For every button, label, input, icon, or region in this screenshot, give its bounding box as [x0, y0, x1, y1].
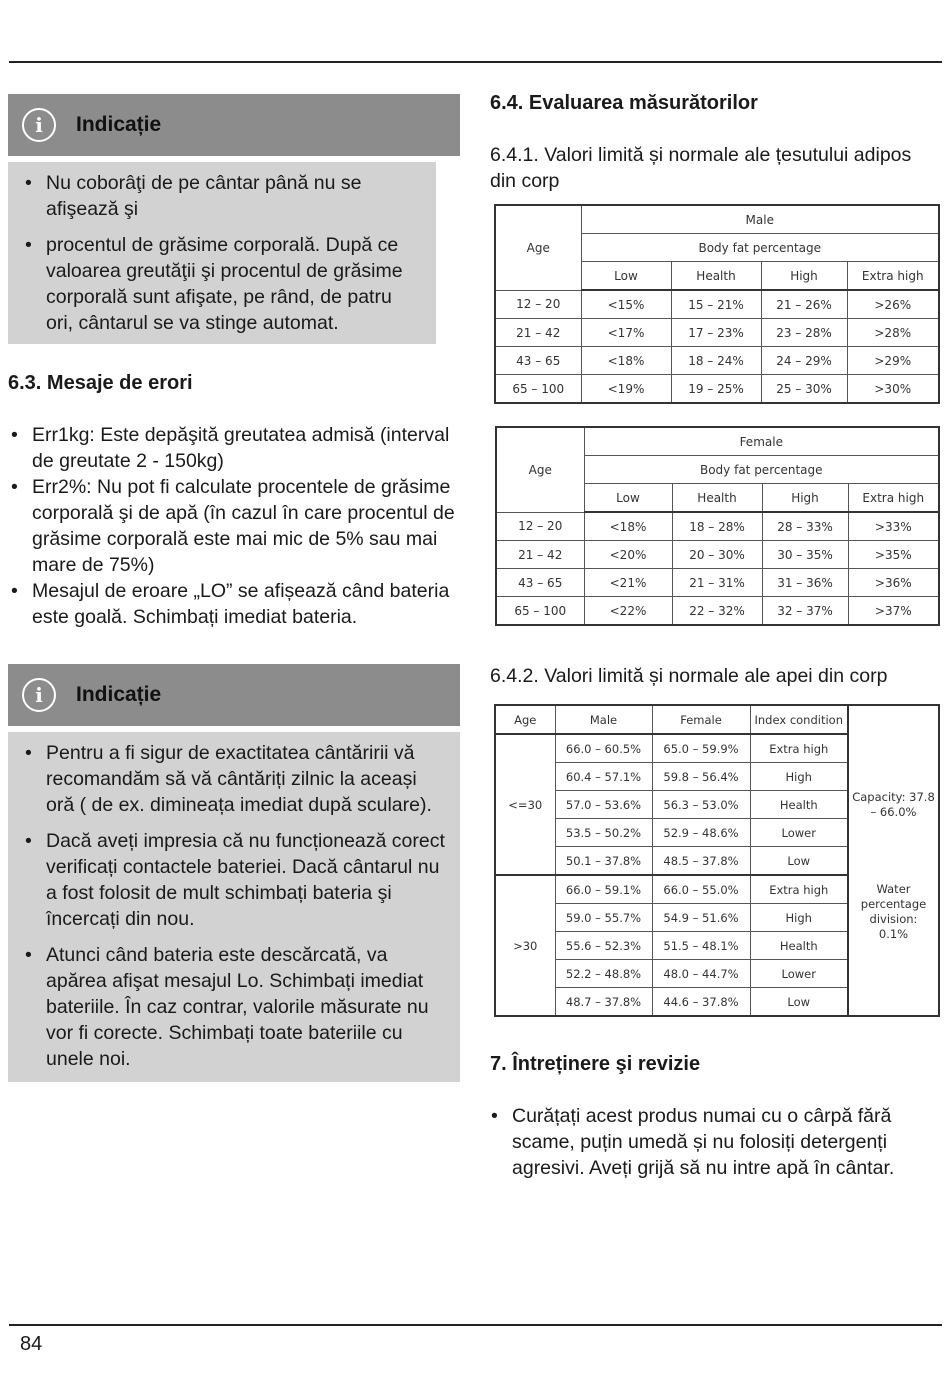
table-cell: >26% — [847, 290, 939, 319]
table-cell: Health — [750, 932, 848, 960]
male-fat-table — [494, 204, 940, 404]
table-row — [496, 541, 939, 569]
table-cell: Low — [750, 847, 848, 876]
table-cell: 53.5 – 50.2% — [555, 819, 652, 847]
top-rule — [9, 61, 942, 63]
table-cell: >35% — [848, 541, 939, 569]
list-item: • Nu coborâţi de pe cântar până nu se afişează şi — [22, 170, 422, 222]
table-header-metric: Body fat percentage — [581, 234, 939, 262]
table-cell-age: 43 – 65 — [495, 347, 581, 375]
list-item: • Err1kg: Este depăşită greutatea admisă (interval de greutate 2 - 150kg) — [8, 422, 460, 474]
table-cell: 22 – 32% — [672, 597, 762, 626]
table-cell: 51.5 – 48.1% — [652, 932, 750, 960]
list-item: • Pentru a fi sigur de exactitatea cântăririi vă recomandăm să vă cântăriți zilnic la aceași oră ( de ex. dimineața imediat după sculare). — [22, 740, 446, 818]
table-cell: 18 – 28% — [672, 512, 762, 541]
table-cell: 44.6 – 37.8% — [652, 988, 750, 1017]
table-cell: <22% — [584, 597, 672, 626]
table-cell: 24 – 29% — [761, 347, 847, 375]
table-cell: High — [750, 904, 848, 932]
column-header: High — [762, 484, 848, 513]
table-cell: 57.0 – 53.6% — [555, 791, 652, 819]
table-cell-age: 12 – 20 — [495, 290, 581, 319]
table-header-metric: Body fat percentage — [584, 456, 939, 484]
table-cell: 31 – 36% — [762, 569, 848, 597]
column-header: Low — [581, 262, 671, 291]
table-cell-age: >30 — [495, 875, 555, 1016]
table-cell-age: 21 – 42 — [495, 319, 581, 347]
table-cell: 50.1 – 37.8% — [555, 847, 652, 876]
table-cell: <18% — [581, 347, 671, 375]
water-subtitle: 6.4.2. Valori limită și normale ale apei din corp — [490, 665, 888, 687]
table-cell: 48.5 – 37.8% — [652, 847, 750, 876]
column-header: Index condition — [750, 705, 848, 734]
table-cell: >28% — [847, 319, 939, 347]
table-cell-age: 21 – 42 — [496, 541, 584, 569]
table-cell: 28 – 33% — [762, 512, 848, 541]
water-table — [494, 704, 940, 1017]
table-cell: >30% — [847, 375, 939, 404]
table-header-age: Age — [495, 205, 581, 290]
note-header — [8, 94, 460, 156]
table-cell-age: 65 – 100 — [496, 597, 584, 626]
table-cell: >36% — [848, 569, 939, 597]
table-row — [495, 319, 939, 347]
table-cell: 17 – 23% — [671, 319, 761, 347]
column-header: Health — [671, 262, 761, 291]
water-info-cell — [848, 705, 939, 1016]
column-header: Extra high — [848, 484, 939, 513]
table-header-group: Female — [584, 427, 939, 456]
column-header: Extra high — [847, 262, 939, 291]
left-column — [8, 94, 460, 1082]
note-title: Indicație — [76, 683, 162, 706]
column-header: Male — [555, 705, 652, 734]
bottom-rule — [9, 1324, 942, 1326]
info-icon: i — [22, 108, 56, 142]
section-title-errors: 6.3. Mesaje de erori — [8, 372, 193, 394]
table-cell: 54.9 – 51.6% — [652, 904, 750, 932]
table-cell: 25 – 30% — [761, 375, 847, 404]
table-cell: High — [750, 763, 848, 791]
table-cell: 48.0 – 44.7% — [652, 960, 750, 988]
note-body — [8, 162, 436, 344]
table-row — [495, 375, 939, 404]
list-item: • Dacă aveți impresia că nu funcționează corect verificați contactele bateriei. Dacă cântarul nu a fost folosit de mult schimbați bateria şi încercați din nou. — [22, 828, 446, 932]
table-cell: Low — [750, 988, 848, 1017]
table-cell: 23 – 28% — [761, 319, 847, 347]
table-cell: 60.4 – 57.1% — [555, 763, 652, 791]
column-header: Low — [584, 484, 672, 513]
table-cell: 30 – 35% — [762, 541, 848, 569]
note-title: Indicație — [76, 113, 162, 136]
table-row — [496, 512, 939, 541]
maintenance-list — [488, 1103, 908, 1181]
table-cell: <19% — [581, 375, 671, 404]
section-title-maintenance: 7. Întreținere şi revizie — [490, 1053, 701, 1075]
right-column — [490, 90, 940, 1181]
note-body — [8, 732, 460, 1082]
table-cell: Health — [750, 791, 848, 819]
table-cell: Extra high — [750, 875, 848, 904]
list-item: • Err2%: Nu pot fi calculate procentele de grăsime corporală şi de apă (în cazul în care procentul de grăsime corporală este mai mic de 5% sau mai mare de 75%) — [8, 474, 460, 578]
table-cell: 65.0 – 59.9% — [652, 734, 750, 763]
table-cell: 66.0 – 59.1% — [555, 875, 652, 904]
table-row — [495, 290, 939, 319]
table-cell: <15% — [581, 290, 671, 319]
table-cell: 66.0 – 55.0% — [652, 875, 750, 904]
page-number: 84 — [20, 1333, 43, 1355]
table-cell: 18 – 24% — [671, 347, 761, 375]
table-cell: 55.6 – 52.3% — [555, 932, 652, 960]
section-title-evaluation: 6.4. Evaluarea măsurătorilor — [490, 92, 758, 114]
female-fat-table — [495, 426, 940, 626]
table-cell: <17% — [581, 319, 671, 347]
table-cell: >37% — [848, 597, 939, 626]
note-header — [8, 664, 460, 726]
table-header-age: Age — [496, 427, 584, 512]
table-cell: 20 – 30% — [672, 541, 762, 569]
division-note: Water percentage division: 0.1% — [860, 882, 927, 941]
table-cell: Extra high — [750, 734, 848, 763]
table-cell: <21% — [584, 569, 672, 597]
table-row — [495, 347, 939, 375]
fat-subtitle: 6.4.1. Valori limită și normale ale țesutului adipos din corp — [490, 144, 912, 192]
table-cell: Lower — [750, 819, 848, 847]
table-cell: >29% — [847, 347, 939, 375]
table-cell: <20% — [584, 541, 672, 569]
table-cell-age: 65 – 100 — [495, 375, 581, 404]
list-item: • Curățați acest produs numai cu o cârpă fără scame, puțin umedă și nu folosiți detergenți agresivi. Aveți grijă să nu intre apă în cântar. — [488, 1103, 908, 1181]
table-cell: <18% — [584, 512, 672, 541]
table-header-group: Male — [581, 205, 939, 234]
list-item: • procentul de grăsime corporală. După ce valoarea greutăţii şi procentul de grăsime corporală sunt afişate, pe rând, de patru ori, cântarul se va stinge automat. — [22, 232, 422, 336]
table-cell-age: 43 – 65 — [496, 569, 584, 597]
table-cell: 56.3 – 53.0% — [652, 791, 750, 819]
column-header: Health — [672, 484, 762, 513]
list-item: • Atunci când bateria este descărcată, va apărea afişat mesajul Lo. Schimbați imediat bateriile. În caz contrar, valorile măsurate nu vor fi corecte. Schimbați toate bateriile cu unele noi. — [22, 942, 446, 1072]
table-cell: 59.8 – 56.4% — [652, 763, 750, 791]
note-box-1 — [8, 94, 460, 344]
table-cell: 32 – 37% — [762, 597, 848, 626]
table-cell-age: 12 – 20 — [496, 512, 584, 541]
table-cell: 66.0 – 60.5% — [555, 734, 652, 763]
table-row — [496, 569, 939, 597]
note-box-2 — [8, 664, 460, 1082]
column-header: High — [761, 262, 847, 291]
error-list — [8, 422, 460, 630]
capacity-note: Capacity: 37.8 – 66.0% — [852, 790, 935, 819]
column-header: Age — [495, 705, 555, 734]
table-cell: 52.9 – 48.6% — [652, 819, 750, 847]
table-cell: >33% — [848, 512, 939, 541]
table-cell: 15 – 21% — [671, 290, 761, 319]
table-cell: 19 – 25% — [671, 375, 761, 404]
info-icon: i — [22, 678, 56, 712]
table-cell: 52.2 – 48.8% — [555, 960, 652, 988]
table-cell: 21 – 26% — [761, 290, 847, 319]
list-item: • Mesajul de eroare „LO” se afișează când bateria este goală. Schimbați imediat bateria. — [8, 578, 460, 630]
table-cell-age: <=30 — [495, 734, 555, 875]
table-cell: 48.7 – 37.8% — [555, 988, 652, 1017]
table-row — [496, 597, 939, 626]
table-cell: 59.0 – 55.7% — [555, 904, 652, 932]
column-header: Female — [652, 705, 750, 734]
table-cell: Lower — [750, 960, 848, 988]
table-cell: 21 – 31% — [672, 569, 762, 597]
